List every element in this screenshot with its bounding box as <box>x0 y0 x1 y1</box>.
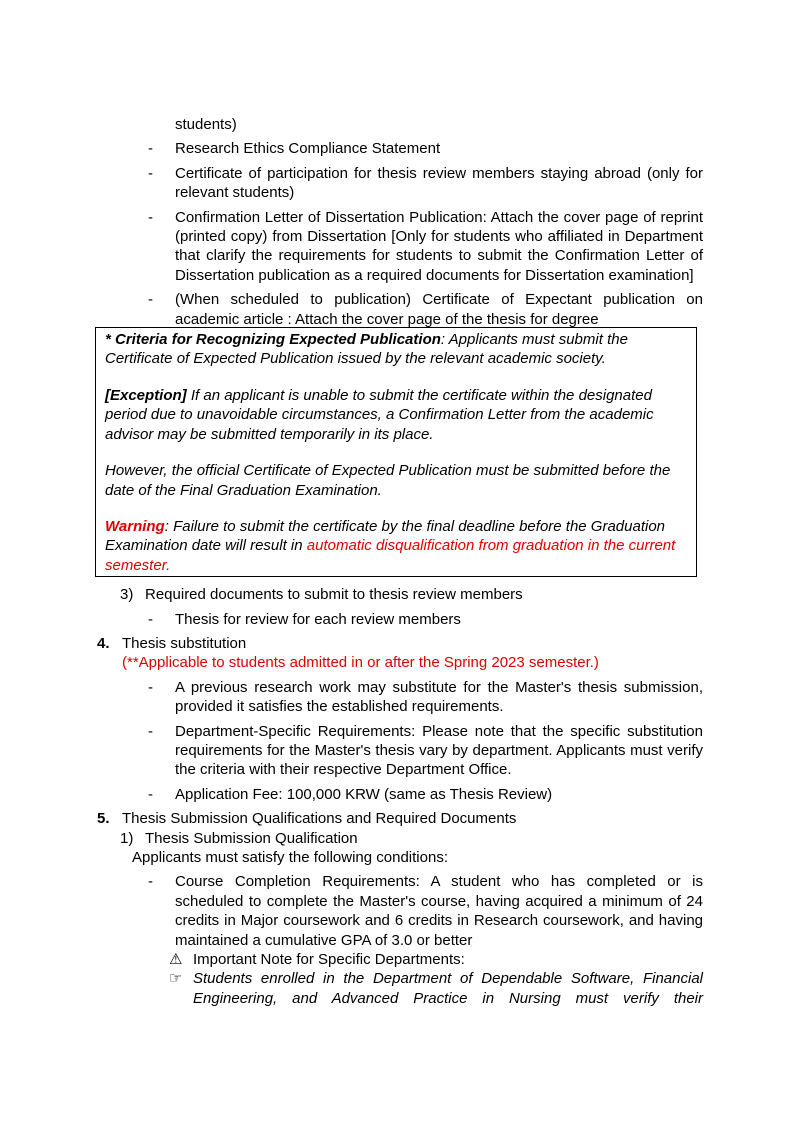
section-3-marker: 3) <box>120 586 134 604</box>
list-item <box>148 678 703 717</box>
warning-text: : Failure to submit the certificate by the final deadline before the Graduation Examination date will result in <box>105 517 666 555</box>
box-criteria-rest: : Applicants must submit the Certificate of Expected Publication issued by the relevant academic society. <box>105 331 628 368</box>
section-5-sub1-heading <box>120 829 703 848</box>
list-item-text: (When scheduled to publication) Certificate of Expectant publication on academic article : Attach the cover page of the thesis for degree <box>175 291 703 328</box>
criteria-box <box>95 327 697 577</box>
section-4-red-note <box>122 653 703 672</box>
red-note-text: (**Applicable to students admitted in or after the Spring 2023 semester.) <box>122 654 599 672</box>
pointing-hand-icon: ☞ <box>169 970 183 988</box>
box-paragraph-however: However, the official Certificate of Expected Publication must be submitted before the date of the Final Graduation Examination. <box>105 462 671 499</box>
dash-bullet: - <box>148 164 153 182</box>
dash-bullet: - <box>148 722 153 740</box>
box-exception-lead: [Exception] <box>105 386 187 404</box>
section-3-title: Required documents to submit to thesis review members <box>145 586 523 604</box>
important-note-text: Important Note for Specific Departments: <box>193 951 465 969</box>
dash-bullet: - <box>148 140 153 158</box>
list-item-text: Application Fee: 100,000 KRW (same as Thesis Review) <box>175 785 553 803</box>
list-item-text: Certificate of participation for thesis review members staying abroad (only for relevant students) <box>175 164 703 202</box>
department-note-line <box>169 969 703 1008</box>
list-item-text: A previous research work may substitute for the Master's thesis submission, provided it satisfies the established requirements. <box>175 678 703 716</box>
section-4-number: 4. <box>97 634 110 652</box>
list-item-continuation <box>175 115 703 134</box>
section-5-number: 5. <box>97 810 110 828</box>
list-item <box>148 610 703 629</box>
dash-bullet: - <box>148 610 153 628</box>
dash-bullet: - <box>148 291 153 309</box>
list-item-text: Thesis for review for each review members <box>175 610 461 628</box>
list-item <box>148 139 703 158</box>
box-criteria-lead: * Criteria for Recognizing Expected Publication <box>105 331 441 349</box>
section-4-title: Thesis substitution <box>122 634 247 652</box>
list-item-text: Department-Specific Requirements: Please note that the specific substitution requirements for the Master's thesis vary by department. Applicants must verify the criteria with their respective Department Office. <box>175 722 703 779</box>
intro-text: Applicants must satisfy the following conditions: <box>132 849 448 866</box>
section-5-title: Thesis Submission Qualifications and Required Documents <box>122 810 517 828</box>
section-5-heading <box>97 809 703 828</box>
page-content <box>0 115 793 1008</box>
list-item <box>148 164 703 203</box>
box-exception-rest: If an applicant is unable to submit the certificate within the designated period due to unavoidable circumstances, a Confirmation Letter from the academic advisor may be submitted temporarily in its place. <box>105 386 654 443</box>
list-item-text: Confirmation Letter of Dissertation Publication: Attach the cover page of reprint (printed copy) from Dissertation [Only for students who affiliated in Department that clarify the requirements for students to submit the Confirmation Letter of Dissertation publication as a required documents for Dissertation examination] <box>175 208 703 284</box>
list-item-text: Course Completion Requirements: A student who has completed or is scheduled to complete the Master's course, having acquired a minimum of 24 credits in Major coursework and 6 credits in Research coursework, and having maintained a cumulative GPA of 3.0 or better <box>175 873 703 949</box>
section-4-heading <box>97 634 703 653</box>
list-item-text: students) <box>175 116 237 133</box>
box-paragraph-exception <box>105 386 692 444</box>
important-note-line <box>169 950 703 969</box>
department-note-text: Students enrolled in the Department of Dependable Software, Financial Engineering, and Advanced Practice in Nursing must verify their <box>193 970 703 1007</box>
warning-label: Warning <box>105 517 165 535</box>
dash-bullet: - <box>148 678 153 696</box>
box-paragraph-warning <box>105 517 692 575</box>
list-item-text: Research Ethics Compliance Statement <box>175 140 441 158</box>
box-paragraph-criteria <box>105 330 692 369</box>
list-item <box>148 722 703 780</box>
section-5-intro <box>132 848 703 867</box>
warning-highlight: automatic disqualification from graduation in the current semester. <box>105 537 676 574</box>
dash-bullet: - <box>148 208 153 226</box>
section-3-heading <box>120 585 703 604</box>
dash-bullet: - <box>148 785 153 803</box>
warning-triangle-icon: ⚠ <box>169 951 183 969</box>
dash-bullet: - <box>148 873 153 891</box>
section-5-sub1-title: Thesis Submission Qualification <box>145 829 358 847</box>
list-item <box>148 290 703 329</box>
section-5-sub1-marker: 1) <box>120 829 134 847</box>
list-item <box>148 208 703 286</box>
list-item <box>148 872 703 950</box>
list-item <box>148 785 703 804</box>
